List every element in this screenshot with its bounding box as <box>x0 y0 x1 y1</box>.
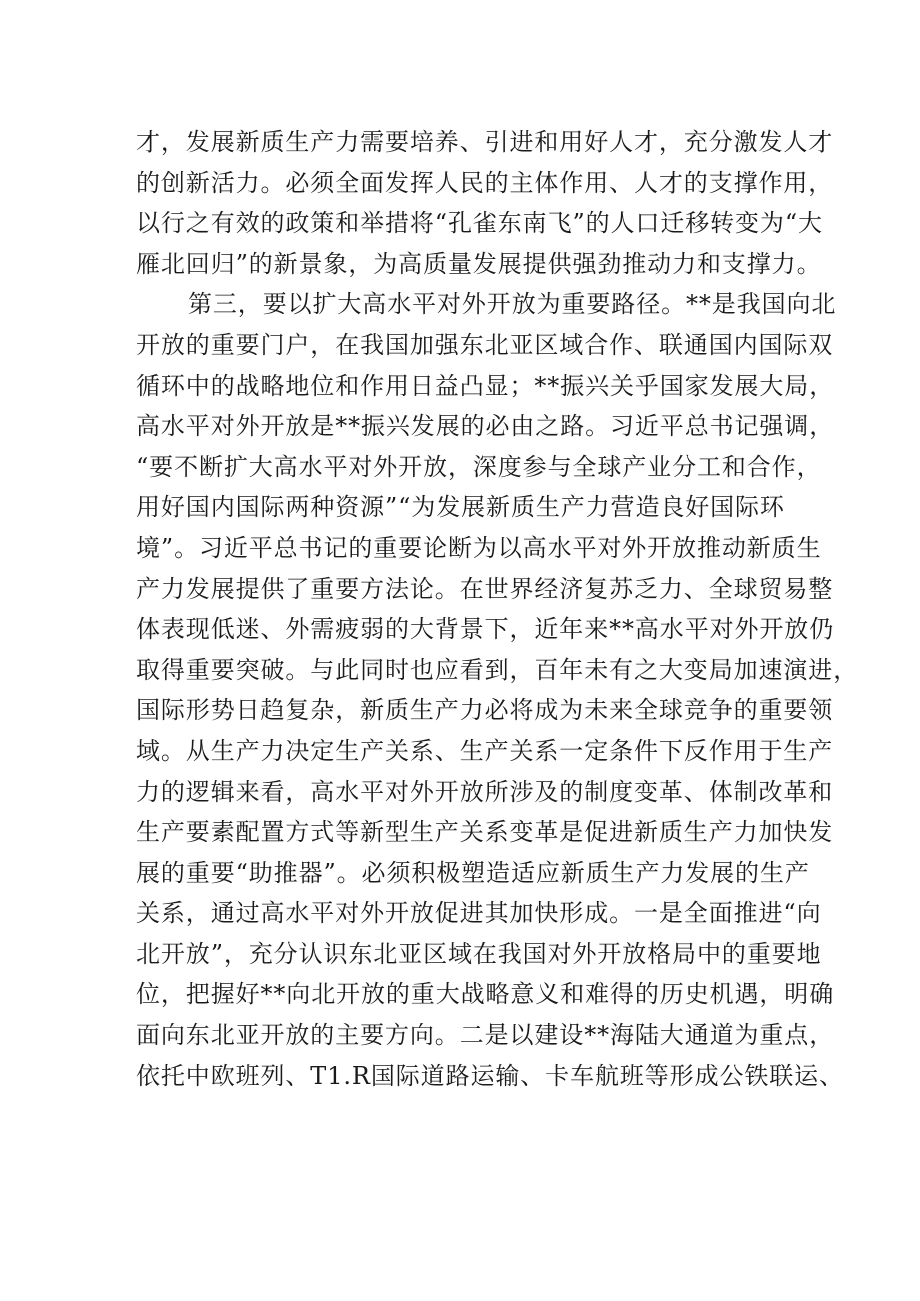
text-line: 用好国内国际两种资源”“为发展新质生产力营造良好国际环 <box>136 493 785 522</box>
text-line: 力的逻辑来看，高水平对外开放所涉及的制度变革、体制改革和 <box>136 777 834 806</box>
text-line: 高水平对外开放是**振兴发展的必由之路。习近平总书记强调， <box>136 412 835 441</box>
text-line: 位，把握好**向北开放的重大战略意义和难得的历史机遇，明确 <box>136 980 835 1009</box>
text-line: 面向东北亚开放的主要方向。二是以建设**海陆大通道为重点， <box>136 1021 835 1050</box>
text-line: 开放的重要门户，在我国加强东北亚区域合作、联通国内国际双 <box>136 330 834 359</box>
text-line: 的创新活力。必须全面发挥人民的主体作用、人才的支撑作用， <box>136 168 834 197</box>
text-line: 生产要素配置方式等新型生产关系变革是促进新质生产力加快发 <box>136 818 834 847</box>
text-line: 体表现低迷、外需疲弱的大背景下，近年来**高水平对外开放仍 <box>136 615 835 644</box>
text-line: 关系，通过高水平对外开放促进其加快形成。一是全面推进“向 <box>136 899 822 928</box>
text-line: 产力发展提供了重要方法论。在世界经济复苏乏力、全球贸易整 <box>136 574 834 603</box>
text-line: 才，发展新质生产力需要培养、引进和用好人才，充分激发人才 <box>136 128 834 156</box>
text-line: 境”。习近平总书记的重要论断为以高水平对外开放推动新质生 <box>136 533 822 562</box>
text-line: 以行之有效的政策和举措将“孔雀东南飞”的人口迁移转变为“大 <box>136 209 823 238</box>
text-line: 国际形势日趋复杂，新质生产力必将成为未来全球竞争的重要领 <box>136 696 834 725</box>
text-line: “要不断扩大高水平对外开放，深度参与全球产业分工和合作， <box>136 452 822 481</box>
text-line: 展的重要“助推器”。必须积极塑造适应新质生产力发展的生产 <box>136 858 810 887</box>
paragraph-start-line: 第三，要以扩大高水平对外开放为重要路径。**是我国向北 <box>188 290 837 319</box>
text-line: 北开放”，充分认识东北亚区域在我国对外开放格局中的重要地 <box>136 939 822 968</box>
text-line: 雁北回归”的新景象，为高质量发展提供强劲推动力和支撑力。 <box>136 249 822 278</box>
text-line: 域。从生产力决定生产关系、生产关系一定条件下反作用于生产 <box>136 736 834 765</box>
text-line: 取得重要突破。与此同时也应看到，百年未有之大变局加速演进， <box>136 655 859 684</box>
text-line: 循环中的战略地位和作用日益凸显；**振兴关乎国家发展大局， <box>136 371 835 400</box>
document-body <box>136 122 859 1096</box>
text-line: 依托中欧班列、T1.R国际道路运输、卡车航班等形成公铁联运、 <box>136 1061 844 1090</box>
